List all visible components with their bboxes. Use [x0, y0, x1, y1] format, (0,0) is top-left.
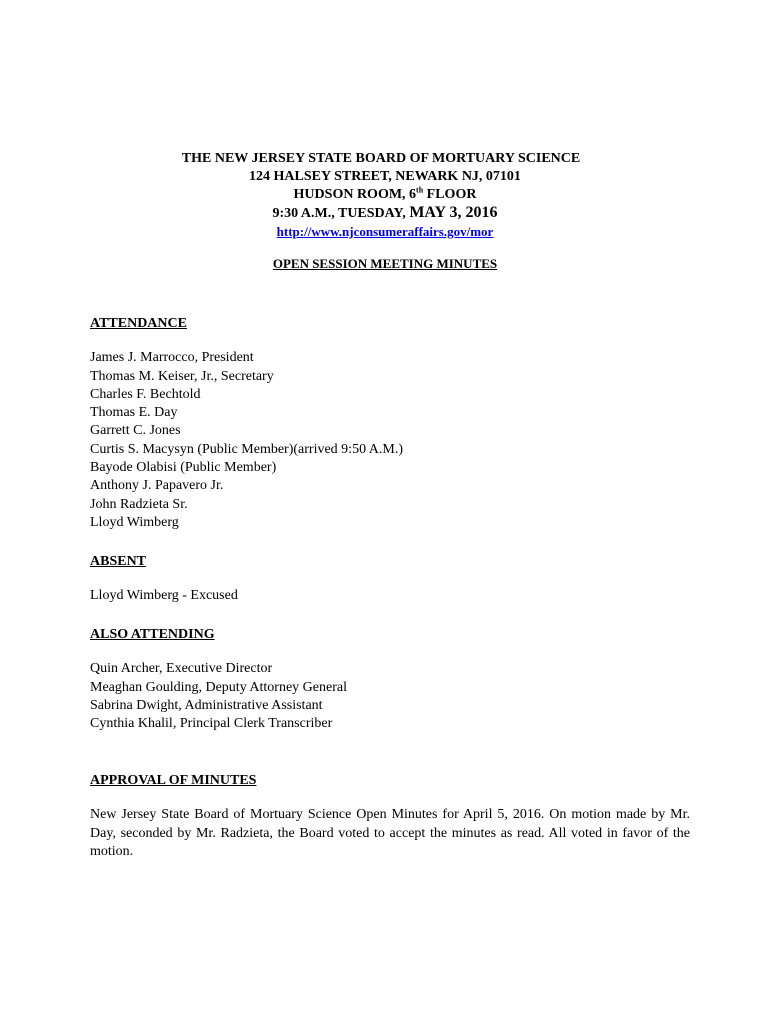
list-item: Cynthia Khalil, Principal Clerk Transcriber: [90, 716, 333, 732]
list-item: Anthony J. Papavero Jr.: [90, 478, 224, 494]
also-attending-heading: ALSO ATTENDING: [90, 627, 215, 642]
list-item: Lloyd Wimberg: [90, 514, 179, 530]
list-item: Quin Archer, Executive Director: [90, 661, 273, 677]
document-header: [0, 150, 770, 273]
approval-heading: APPROVAL OF MINUTES: [90, 773, 257, 788]
board-website-link[interactable]: http://www.njconsumeraffairs.gov/mor: [276, 224, 494, 239]
list-item: Sabrina Dwight, Administrative Assistant: [90, 697, 323, 713]
approval-paragraph: New Jersey State Board of Mortuary Science Open Minutes for April 5, 2016. On motion made by Mr. Day, seconded by Mr. Radzieta, the Board voted to accept the minutes as read. All voted in favor of the motion.: [90, 807, 690, 860]
meeting-date: MAY 3, 2016: [409, 204, 498, 221]
list-item: John Radzieta Sr.: [90, 496, 188, 512]
session-title: OPEN SESSION MEETING MINUTES: [272, 256, 498, 271]
list-item: Garrett C. Jones: [90, 423, 181, 439]
list-item: James J. Marrocco, President: [90, 350, 254, 366]
meeting-datetime: [0, 204, 770, 223]
attendance-list: [90, 349, 690, 532]
absent-heading: ABSENT: [90, 554, 147, 569]
meeting-room: [0, 186, 770, 204]
floor-text: FLOOR: [423, 187, 477, 202]
floor-ordinal: th: [416, 185, 424, 195]
list-item: Thomas E. Day: [90, 405, 178, 421]
absent-section: [90, 553, 690, 606]
list-item: Charles F. Bechtold: [90, 386, 201, 402]
also-attending-list: [90, 660, 690, 733]
attendance-heading: ATTENDANCE: [90, 316, 187, 331]
list-item: Curtis S. Macysyn (Public Member)(arrived 9:50 A.M.): [90, 441, 404, 457]
list-item: Bayode Olabisi (Public Member): [90, 460, 277, 476]
list-item: Thomas M. Keiser, Jr., Secretary: [90, 368, 274, 384]
list-item: Meaghan Goulding, Deputy Attorney General: [90, 679, 347, 695]
also-attending-section: [90, 626, 690, 733]
room-text: HUDSON ROOM, 6: [293, 187, 417, 202]
board-name: THE NEW JERSEY STATE BOARD OF MORTUARY SCIENCE: [181, 151, 581, 166]
absent-list: [90, 587, 690, 605]
meeting-time: 9:30 A.M., TUESDAY,: [272, 206, 406, 221]
approval-section: [90, 772, 690, 862]
list-item: Lloyd Wimberg - Excused: [90, 588, 238, 604]
attendance-section: [90, 315, 690, 532]
board-address: 124 HALSEY STREET, NEWARK NJ, 07101: [249, 169, 521, 184]
